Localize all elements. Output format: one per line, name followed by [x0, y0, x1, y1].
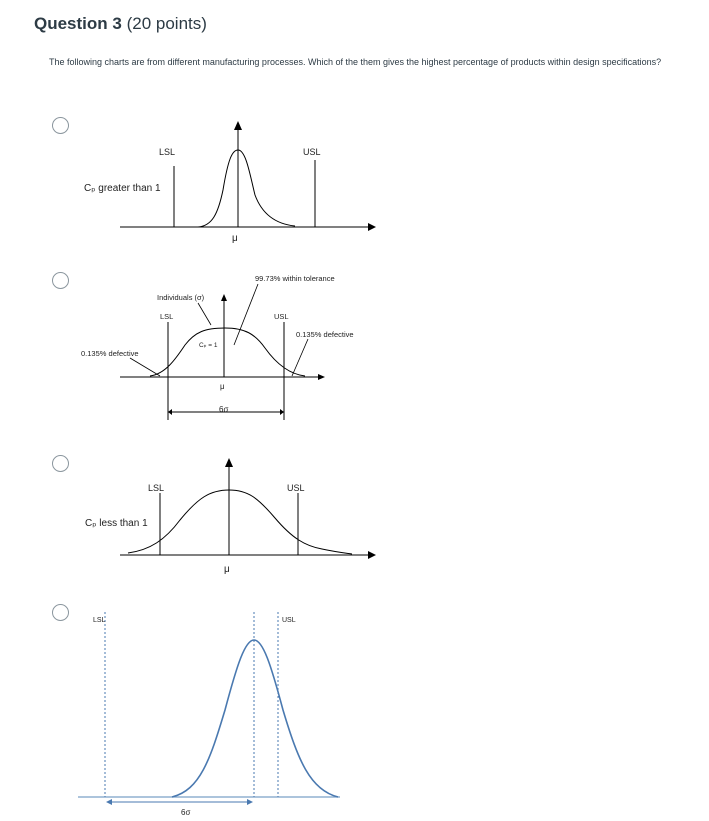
- option-c-cp-label: Cₚ less than 1: [85, 518, 148, 529]
- option-b-x-arrow: [318, 374, 325, 380]
- option-c-x-arrow: [368, 551, 376, 559]
- option-b-y-arrow: [221, 294, 227, 301]
- question-title: [34, 14, 207, 34]
- option-c-y-arrow: [225, 458, 233, 467]
- question-number: Question 3: [34, 14, 122, 33]
- option-b-6sigma-label: 6σ: [219, 405, 229, 414]
- option-b-defective-right-leader: [292, 339, 308, 376]
- option-b-usl-label: USL: [274, 312, 289, 321]
- option-d-6sigma-arrow-right: [247, 799, 253, 805]
- option-c-usl-label: USL: [287, 483, 305, 493]
- option-b-6sigma-arrow-right: [280, 409, 284, 415]
- option-c-lsl-label: LSL: [148, 483, 165, 493]
- option-b-individuals-leader: [198, 303, 211, 325]
- option-a-y-arrow: [234, 121, 242, 130]
- option-d-usl-label: USL: [282, 617, 296, 624]
- option-b-tolerance-leader: [234, 284, 258, 345]
- option-c-radio[interactable]: [52, 455, 69, 472]
- question-text: The following charts are from different manufacturing processes. Which of the them gives the highest percentage of products within design specifications?: [49, 57, 662, 67]
- option-b-curve: [150, 328, 305, 376]
- option-a-curve: [198, 150, 295, 227]
- option-b-tolerance-label: 99.73% within tolerance: [255, 274, 335, 283]
- option-d-curve: [172, 640, 338, 797]
- option-a-lsl-label: LSL: [159, 147, 176, 157]
- option-b-individuals-label: Individuals (σ): [157, 293, 205, 302]
- option-b-radio[interactable]: [52, 272, 69, 289]
- option-d-radio[interactable]: [52, 604, 69, 621]
- option-a-x-arrow: [368, 223, 376, 231]
- option-d-6sigma-arrow-left: [106, 799, 112, 805]
- option-b-mu-label: μ: [220, 382, 225, 391]
- option-a-usl-label: USL: [303, 147, 321, 157]
- option-b-lsl-label: LSL: [160, 312, 174, 321]
- option-a-mu-label: μ: [232, 233, 238, 244]
- option-a-radio[interactable]: [52, 117, 69, 134]
- question-points: (20 points): [126, 14, 207, 33]
- option-c-curve: [128, 490, 352, 554]
- option-b-defective-left-leader: [130, 358, 160, 376]
- option-a-cp-label: Cₚ greater than 1: [84, 183, 161, 194]
- option-b-defective-left-label: 0.135% defective: [81, 349, 139, 358]
- option-d-lsl-label: LSL: [93, 617, 106, 624]
- option-b-defective-right-label: 0.135% defective: [296, 330, 354, 339]
- option-c-mu-label: μ: [224, 564, 230, 575]
- option-b-cp-label: Cₚ = 1: [199, 342, 218, 349]
- option-d-6sigma-label: 6σ: [181, 808, 191, 817]
- option-b-6sigma-arrow-left: [168, 409, 172, 415]
